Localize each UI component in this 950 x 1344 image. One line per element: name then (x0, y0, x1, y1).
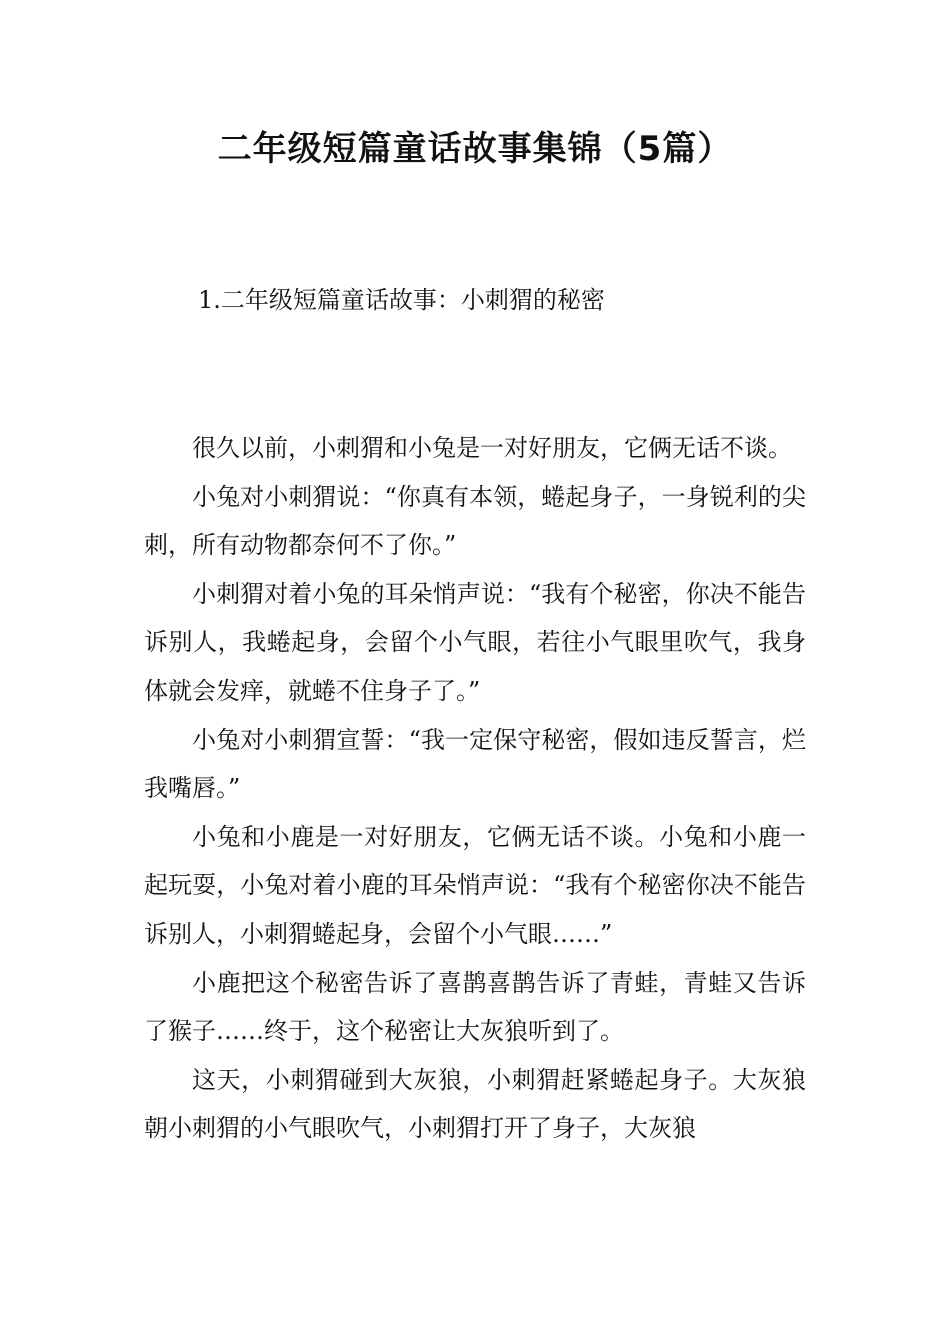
paragraph: 小鹿把这个秘密告诉了喜鹊喜鹊告诉了青蛙，青蛙又告诉了猴子……终于，这个秘密让大灰狼听到了。 (144, 968, 806, 1046)
paragraph: 小刺猬对着小兔的耳朵悄声说：“我有个秘密，你决不能告诉别人，我蜷起身，会留个小气眼，若往小气眼里吹气，我身体就会发痒，就蜷不住身子了。” (144, 579, 806, 705)
paragraph: 小兔对小刺猬宣誓：“我一定保守秘密，假如违反誓言，烂我嘴唇。” (144, 725, 806, 803)
paragraph: 小兔对小刺猬说：“你真有本领，蜷起身子，一身锐利的尖刺，所有动物都奈何不了你。” (144, 482, 806, 560)
paragraph: 这天，小刺猬碰到大灰狼，小刺猬赶紧蜷起身子。大灰狼朝小刺猬的小气眼吹气，小刺猬打开了身子，大灰狼 (144, 1065, 806, 1143)
story-body (144, 424, 806, 1153)
paragraph: 很久以前，小刺猬和小兔是一对好朋友，它俩无话不谈。 (192, 434, 792, 462)
paragraph: 小兔和小鹿是一对好朋友，它俩无话不谈。小兔和小鹿一起玩耍，小兔对着小鹿的耳朵悄声说：“我有个秘密你决不能告诉别人，小刺猬蜷起身，会留个小气眼……” (144, 822, 806, 948)
section-heading: 1.二年级短篇童话故事：小刺猬的秘密 (198, 286, 605, 314)
document-title: 二年级短篇童话故事集锦（5篇） (217, 129, 733, 169)
